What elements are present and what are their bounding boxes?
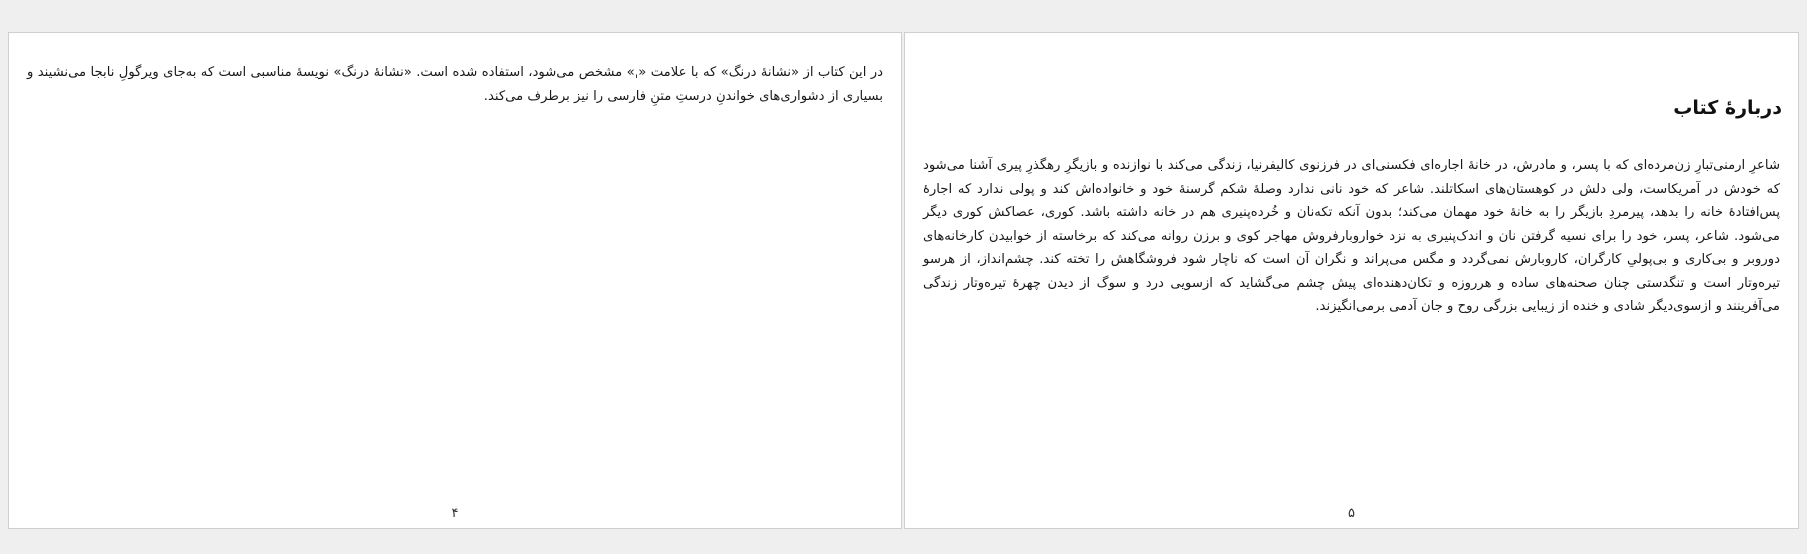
page-5-body-text: شاعرِ ارمنی‌تبارِ زن‌مرده‌ای که با پسر، و مادرش، در خانهٔ اجاره‌ای فکسنی‌ای در فرزنوی کالیفرنیا، زندگی می‌کند با نوازنده و بازیگرِ رهگذرِ پیری آشنا می‌شود که خودش در آمریکاست، ولی دلش در کوهستان‌های اسکاتلند. شاعر که خود نانی ندارد وصلهٔ شکم گرسنهٔ خود و خانواده‌اش کند و پولی ندارد که اجارهٔ پس‌افتادهٔ خانه را بدهد، پیرمردِ بازیگر را به خانهٔ خود مهمان می‌کند؛ بدون آنکه تکه‌نان و خُرده‌پنیری هم در خانه داشته باشد. کوری، عصاکش کوری دیگر می‌شود. شاعر، پسر، خود را برای نسیه گرفتن نان و اندک‌پنیری به نزد خواروبارفروش مهاجر کوی و برزن روانه می‌کند که برخاسته از خوابیدن کارخانه‌های دوروبر و بی‌کاری و بی‌پولیِ کارگران، کاروبارش نمی‌گردد و مگس می‌پراند و نگران آن است که ناچار شود فروشگاهش را تخته کند. چشم‌انداز، از هرسو تیره‌وتار است و تنگدستی چنان صحنه‌های ساده و هرروزه و تکان‌دهنده‌ای پیش چشم می‌گشاید که ازسویی درد و سوگ از دیدن چهرهٔ تیره‌وتار زندگی می‌آفرینند و ازسوی‌دیگر شادی و خنده از زیبایی بزرگی روح و جان آدمی برمی‌انگیزند. [923,158,1780,314]
page-4-body-text: در این کتاب از «نشانهٔ درنگ» که با علامت «ˌ» مشخص می‌شود، استفاده شده است. «نشانهٔ درنگ» نویسهٔ مناسبی است که به‌جای ویرگولِ نابجا می‌نشیند و بسیاری از دشواری‌های خواندنِ درستِ متنِ فارسی را نیز برطرف می‌کند. [27,65,883,104]
page-5 [904,32,1799,529]
page-number-4: ۴ [451,506,459,521]
section-heading: دربارهٔ کتاب [1673,97,1782,119]
page-4 [8,32,902,529]
page-number-5: ۵ [1348,506,1355,521]
